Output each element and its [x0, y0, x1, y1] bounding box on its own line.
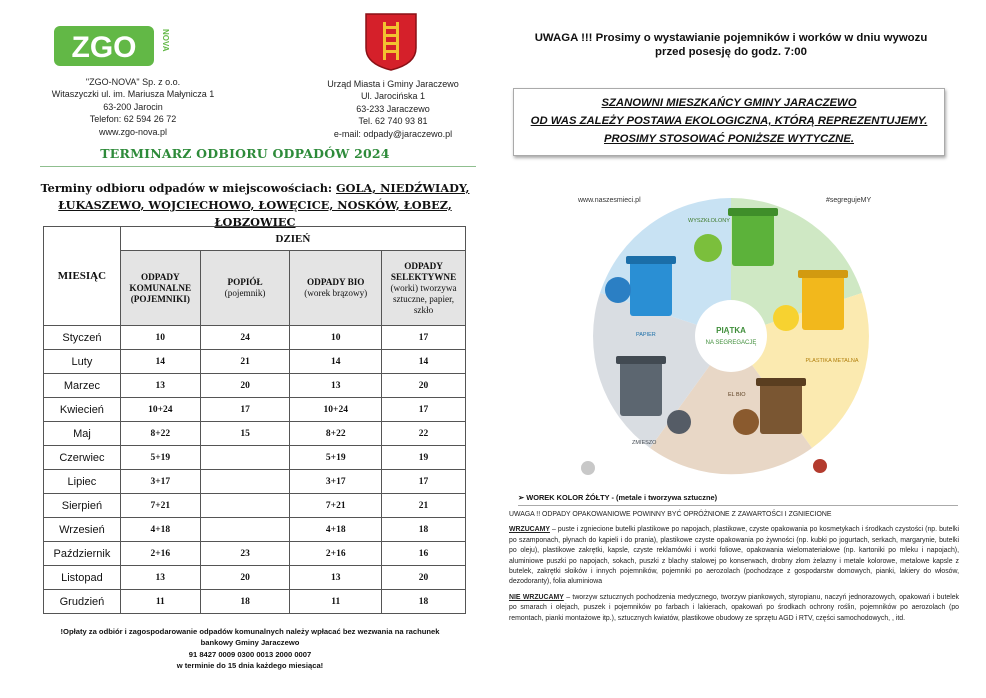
- hashtag-label: #segregujeMY: [826, 197, 872, 204]
- table-row: [44, 326, 466, 350]
- col-header-bio: ODPADY BIO (worek brązowy): [290, 251, 382, 326]
- svg-text:ZGO: ZGO: [71, 31, 137, 64]
- paper-mascot-icon: [605, 277, 631, 303]
- schedule-title: TERMINARZ ODBIORU ODPADÓW 2024: [100, 146, 390, 161]
- pickup-date-cell: 2+16: [290, 542, 382, 566]
- payment-line1: !Opłaty za odbiór i zagospodarowanie odpadów komunalnych należy wpłacać bez wezwania na rachunek: [60, 627, 440, 636]
- col-header-komunalne: ODPADY KOMUNALNE (POJEMNIKI): [120, 251, 200, 326]
- center-badge: [695, 300, 767, 372]
- pickup-date-cell: 7+21: [120, 494, 200, 518]
- bank-account-number: 91 8427 0009 0300 0013 2000 0007: [188, 649, 312, 659]
- payment-notice: [30, 626, 470, 671]
- table-row: [44, 446, 466, 470]
- pickup-date-cell: 4+18: [120, 518, 200, 542]
- schedule-rows: [44, 326, 466, 614]
- allowed-text: – puste i zgniecione butelki plastikowe po napojach, plastikowe, czyste opakowania po kosmetykach i środkach czystości (np. butelki po szamponach, płynach do kąpieli i do prania), plastikowe czyste opakowania po żywności (np. kubki po jogurtach, serkach, margarynie, butelki po oleju), plastikowe zakrętki, kapsle, czyste reklamówki i worki foliowe, opakowania wielomateriałowe (np. kartoniki po mleku i napojach), aluminiowe puszki po napojach, sokach, puszki z blachy stalowej po konserwach, drobny złom żelazny i metale kolorowe, metalowe kapsle z butelek, zakrętki słoików i innych pojemników, pojemniki po aerozolach (pochodzące z gospodarstw domowych, pianki, lakiery do włosów, dezodoranty), folia aluminiowa: [509, 526, 959, 586]
- yellow-bin-icon: [798, 270, 848, 330]
- pickup-date-cell: 20: [382, 374, 466, 398]
- col-header-selektywne: ODPADY SELEKTYWNE (worki) tworzywa sztuczne, papier, szkło: [382, 251, 466, 326]
- pickup-date-cell: 13: [120, 374, 200, 398]
- pickup-date-cell: 17: [382, 470, 466, 494]
- pickup-date-cell: 13: [120, 566, 200, 590]
- table-row: [44, 374, 466, 398]
- site-url-label: www.naszesmieci.pl: [578, 197, 641, 204]
- divider: [40, 166, 476, 167]
- yellow-bag-header: ➢ WOREK KOLOR ŻÓŁTY - (metale i tworzywa sztuczne): [518, 493, 718, 502]
- allowed-items: [509, 525, 959, 587]
- month-column-header: MIESIĄC: [44, 227, 121, 326]
- pickup-date-cell: 3+17: [120, 470, 200, 494]
- empty-and-crush-warning: UWAGA !! ODPADY OPAKOWANIOWE POWINNY BYĆ OPRÓŻNIONE Z ZAWARTOŚCI I ZGNIECIONE: [509, 511, 832, 518]
- mixed-mascot-icon: [667, 410, 691, 434]
- pickup-date-cell: 11: [120, 590, 200, 614]
- notice-line2: przed posesję do godz. 7:00: [655, 46, 807, 58]
- office-city: 63-233 Jaraczewo: [356, 103, 430, 114]
- pickup-date-cell: 17: [382, 398, 466, 422]
- month-cell: Styczeń: [44, 326, 121, 350]
- pickup-date-cell: 20: [382, 566, 466, 590]
- office-contact-block: [298, 78, 488, 140]
- col-header-popiol: POPIÓŁ (pojemnik): [200, 251, 290, 326]
- appeal-line2: OD WAS ZALEŻY POSTAWA EKOLOGICZNA, KTÓRĄ REPREZENTUJEMY.: [530, 115, 928, 127]
- company-name: "ZGO-NOVA" Sp. z o.o.: [85, 77, 181, 87]
- pickup-date-cell: 18: [200, 590, 290, 614]
- pickup-date-cell: 19: [382, 446, 466, 470]
- grey-bin-icon: [616, 356, 666, 416]
- table-row: [44, 590, 466, 614]
- pickup-date-cell: 14: [382, 350, 466, 374]
- pickup-date-cell: 10: [290, 326, 382, 350]
- plastic-label: PLASTIKA METALNA: [805, 358, 859, 364]
- office-email[interactable]: e-mail: odpady@jaraczewo.pl: [333, 128, 453, 139]
- month-cell: Lipiec: [44, 470, 121, 494]
- collection-time-notice: [498, 31, 964, 59]
- pickup-date-cell: 15: [200, 422, 290, 446]
- payment-line2: bankowy Gminy Jaraczewo: [200, 638, 300, 648]
- pickup-date-cell: [200, 518, 290, 542]
- month-cell: Wrzesień: [44, 518, 121, 542]
- pickup-date-cell: 8+22: [120, 422, 200, 446]
- pickup-date-cell: 18: [382, 518, 466, 542]
- locations-line1: GOLA, NIEDŹWIADY,: [336, 181, 470, 195]
- plastic-mascot-icon: [773, 305, 799, 331]
- pickup-date-cell: 8+22: [290, 422, 382, 446]
- paper-label: PAPIER: [636, 332, 656, 338]
- table-row: [44, 350, 466, 374]
- month-cell: Sierpień: [44, 494, 121, 518]
- blue-bin-icon: [626, 256, 676, 316]
- pickup-date-cell: 10+24: [120, 398, 200, 422]
- forbidden-label: NIE WRZUCAMY: [509, 593, 564, 601]
- month-cell: Maj: [44, 422, 121, 446]
- forbidden-text: – tworzyw sztucznych pochodzenia medycznego, tworzyw piankowych, styropianu, naczyń jednorazowych, opakowań i butelek po smarach i olejach, puszek i pojemników po farbach i lakierach, opakowań po środkach ochrony roślin, pojemników po aerozolach (po remontach, pianki montażowe itp.), sztucznych kwiatów, plastikowe obudowy ze sprzętu AGD i RTV, części samochodowych, , itd.: [509, 593, 959, 622]
- divider: [518, 505, 958, 506]
- coat-of-arms-emblem: [364, 12, 418, 72]
- appeal-line1: SZANOWNI MIESZKAŃCY GMINY JARACZEWO: [601, 97, 857, 109]
- pickup-date-cell: 21: [200, 350, 290, 374]
- table-row: [44, 518, 466, 542]
- pickup-date-cell: 17: [200, 398, 290, 422]
- ministry-emblem-icon: [581, 461, 595, 475]
- yellow-bag-rules: [509, 510, 959, 629]
- pickup-date-cell: 10+24: [290, 398, 382, 422]
- pickup-date-cell: 23: [200, 542, 290, 566]
- payment-deadline: w terminie do 15 dnia każdego miesiąca!: [176, 660, 324, 670]
- center-title: PIĄTKA: [716, 326, 746, 335]
- bio-label: EL BIO: [728, 392, 746, 398]
- pickup-date-cell: 13: [290, 374, 382, 398]
- glass-label: WYSZKŁOLONY: [688, 218, 730, 224]
- month-cell: Grudzień: [44, 590, 121, 614]
- residents-appeal-box: [513, 88, 945, 156]
- pickup-date-cell: 4+18: [290, 518, 382, 542]
- svg-text:NOVA: NOVA: [161, 29, 170, 52]
- green-bin-icon: [728, 208, 778, 266]
- table-row: [44, 398, 466, 422]
- office-name: Urząd Miasta i Gminy Jaraczewo: [327, 79, 459, 89]
- pickup-date-cell: 11: [290, 590, 382, 614]
- pickup-date-cell: 2+16: [120, 542, 200, 566]
- office-street: Ul. Jarocińska 1: [360, 91, 426, 102]
- pickup-date-cell: 17: [382, 326, 466, 350]
- fund-emblem-icon: [813, 459, 827, 473]
- pickup-date-cell: 13: [290, 566, 382, 590]
- company-contact-block: [28, 76, 238, 138]
- pickup-date-cell: 10: [120, 326, 200, 350]
- company-city: 63-200 Jarocin: [103, 101, 163, 112]
- pickup-date-cell: 22: [382, 422, 466, 446]
- brown-bin-icon: [756, 378, 806, 434]
- month-cell: Kwiecień: [44, 398, 121, 422]
- month-cell: Luty: [44, 350, 121, 374]
- table-row: [44, 494, 466, 518]
- pickup-date-cell: 18: [382, 590, 466, 614]
- bio-mascot-icon: [733, 409, 759, 435]
- table-row: [44, 566, 466, 590]
- month-cell: Czerwiec: [44, 446, 121, 470]
- pickup-date-cell: 24: [200, 326, 290, 350]
- pickup-date-cell: [200, 494, 290, 518]
- office-phone: Tel. 62 740 93 81: [358, 116, 428, 127]
- center-subtitle: NA SEGREGACJĘ: [705, 340, 757, 346]
- locations-line2: ŁUKASZEWO, WOJCIECHOWO, ŁOWĘCICE, NOSKÓW, ŁOBEZ, ŁOBZOWIEC: [58, 198, 452, 229]
- appeal-line3: PROSIMY STOSOWAĆ PONIŻSZE WYTYCZNE.: [603, 133, 855, 145]
- pickup-date-cell: 5+19: [290, 446, 382, 470]
- locations-prefix: Terminy odbioru odpadów w miejscowościach:: [40, 181, 337, 195]
- locations-heading: [30, 180, 480, 231]
- company-address: Witaszyczki ul. im. Mariusza Małynicza 1: [51, 89, 215, 100]
- allowed-label: WRZUCAMY: [509, 526, 550, 534]
- company-website[interactable]: www.zgo-nova.pl: [98, 126, 168, 137]
- pickup-date-cell: 3+17: [290, 470, 382, 494]
- pickup-date-cell: 21: [382, 494, 466, 518]
- day-header: DZIEŃ: [120, 227, 465, 251]
- pickup-date-cell: [200, 470, 290, 494]
- month-cell: Październik: [44, 542, 121, 566]
- pickup-date-cell: 20: [200, 566, 290, 590]
- month-cell: Listopad: [44, 566, 121, 590]
- waste-segregation-infographic: [576, 190, 886, 482]
- pickup-date-cell: 20: [200, 374, 290, 398]
- table-row: [44, 542, 466, 566]
- table-row: [44, 422, 466, 446]
- company-phone: Telefon: 62 594 26 72: [89, 114, 177, 125]
- forbidden-items: [509, 593, 959, 624]
- zgo-nova-logo: [54, 26, 171, 66]
- pickup-date-cell: 7+21: [290, 494, 382, 518]
- glass-mascot-icon: [694, 234, 722, 262]
- pickup-date-cell: 14: [290, 350, 382, 374]
- collection-schedule-table: [43, 226, 466, 614]
- pickup-date-cell: 5+19: [120, 446, 200, 470]
- notice-line1: UWAGA !!! Prosimy o wystawianie pojemników i worków w dniu wywozu: [534, 32, 928, 44]
- table-row: [44, 470, 466, 494]
- pickup-date-cell: 16: [382, 542, 466, 566]
- pickup-date-cell: 14: [120, 350, 200, 374]
- month-cell: Marzec: [44, 374, 121, 398]
- mixed-label: ZMIESZO: [632, 440, 657, 446]
- pickup-date-cell: [200, 446, 290, 470]
